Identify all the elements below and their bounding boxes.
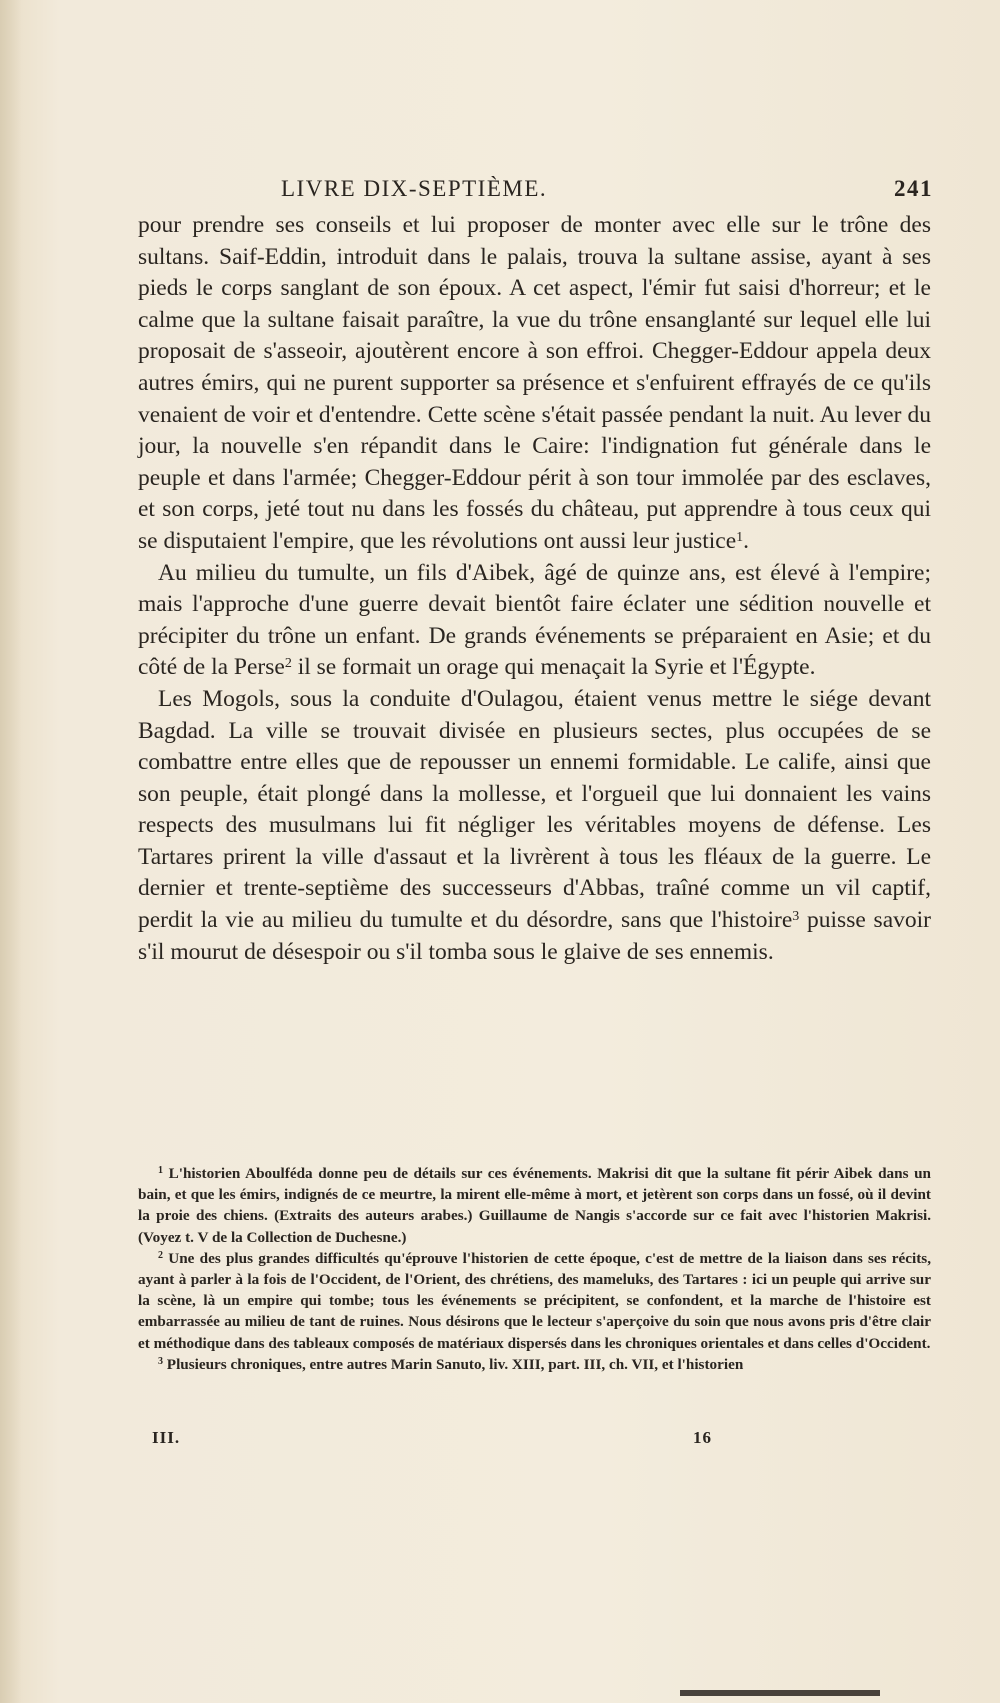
footnote [138,1354,931,1375]
paragraph [138,210,931,558]
paragraph-text: Les Mogols, sous la conduite d'Oulagou, étaient venus mettre le siége devant Bagdad. La ville se trouvait divisée en plusieurs sectes, plus occupées de se combattre entre elles que de repousser un ennemi formidable. Le calife, ainsi que son peuple, était plongé dans la mollesse, et l'orgueil que lui donnaient les vains respects des musulmans lui fit négliger les véritables moyens de défense. Les Tartares prirent la ville d'assaut et la livrèrent à tous les fléaux de la guerre. Le dernier et trente-septième des successeurs d'Abbas, traîné comme un vil captif, perdit la vie au milieu du tumulte et du désordre, sans que l'histoire [138,685,931,934]
paragraph [138,684,931,968]
footnote-reference: 1 [736,529,744,545]
footnote [138,1248,931,1354]
footnote-text: Plusieurs chroniques, entre autres Marin Sanuto, liv. XIII, part. III, ch. VII, et l'historien [166,1355,744,1373]
paragraph-text-end: il se formait un orage qui menaçait la Syrie et l'Égypte. [291,654,816,681]
paragraph-text: Au milieu du tumulte, un fils d'Aibek, âgé de quinze ans, est élevé à l'empire; mais l'approche d'une guerre devait bientôt faire éclater une sédition nouvelle et précipiter du trône un enfant. De grands événements se préparaient en Asie; et du côté de la Perse [138,559,931,681]
footnote-reference: 2 [284,656,292,672]
sheet-signature: 16 [693,1428,712,1447]
paragraph-text-end: . [743,527,750,554]
footnote-mark: 2 [158,1249,163,1261]
footnote-reference: 3 [792,909,800,925]
footnote-mark: 3 [158,1355,163,1367]
footnote-text: L'historien Aboulféda donne peu de détails sur ces événements. Makrisi dit que la sultane fit périr Aibek dans un bain, et que les émirs, indignés de ce meurtre, la mirent elle-même à mort, et jetèrent son corps dans un fossé, où il devint la proie des chiens. (Extraits des auteurs arabes.) Guillaume de Nangis s'accorde sur ce fait avec l'historien Makrisi. (Voyez t. V de la Collection de Duchesne.) [138,1165,931,1246]
footnotes [138,1163,931,1375]
footnote-mark: 1 [158,1165,163,1176]
page-number: 241 [894,176,933,201]
running-header [138,174,933,208]
paragraph-text-end: puisse savoir s'il mourut de désespoir ou s'il tomba sous le glaive de ses ennemis. [138,907,931,965]
paragraph-text: pour prendre ses conseils et lui proposer de monter avec elle sur le trône des sultans. Saif-Eddin, introduit dans le palais, trouva la sultane assise, ayant à ses pieds le corps sanglant de son époux. A cet aspect, l'émir fut saisi d'horreur; et le calme que la sultane faisait paraître, la vue du trône ensanglanté sur lequel elle lui proposait de s'asseoir, ajoutèrent encore à son effroi. Chegger-Eddour appela deux autres émirs, qui ne purent supporter sa présence et s'enfuirent effrayés de ce qu'ils venaient de voir et d'entendre. Cette scène s'était passée pendant la nuit. Au lever du jour, la nouvelle s'en répandit dans le Caire: l'indignation fut générale dans le peuple et dans l'armée; Chegger-Eddour périt à son tour immolée par des esclaves, et son corps, jeté tout nu dans les fossés du château, put apprendre à tous ceux qui se disputaient l'empire, que les révolutions ont aussi leur justice [138,212,931,554]
scan-edge-mark [680,1690,880,1696]
paragraph [138,558,931,684]
running-title: LIVRE DIX-SEPTIÈME. [281,176,548,201]
footnote-text: Une des plus grandes difficultés qu'éprouve l'historien de cette époque, c'est de mettre de la liaison dans ses récits, ayant à parler à la fois de l'Occident, de l'Orient, des chrétiens, des mameluks, des Tartares : ici un peuple qui arrive sur la scène, là un empire qui tombe; tous les événements se précipitent, se confondent, et la marche de l'histoire est embarrassée au milieu de tant de ruines. Nous désirons que le lecteur s'aperçoive du soin que nous avons pris d'être clair et méthodique dans des tableaux composés de matériaux dispersés dans les chroniques orientales et dans celles d'Occident. [138,1249,932,1352]
volume-signature: III. [152,1428,181,1447]
body-text [138,210,931,968]
footnote [138,1163,931,1248]
